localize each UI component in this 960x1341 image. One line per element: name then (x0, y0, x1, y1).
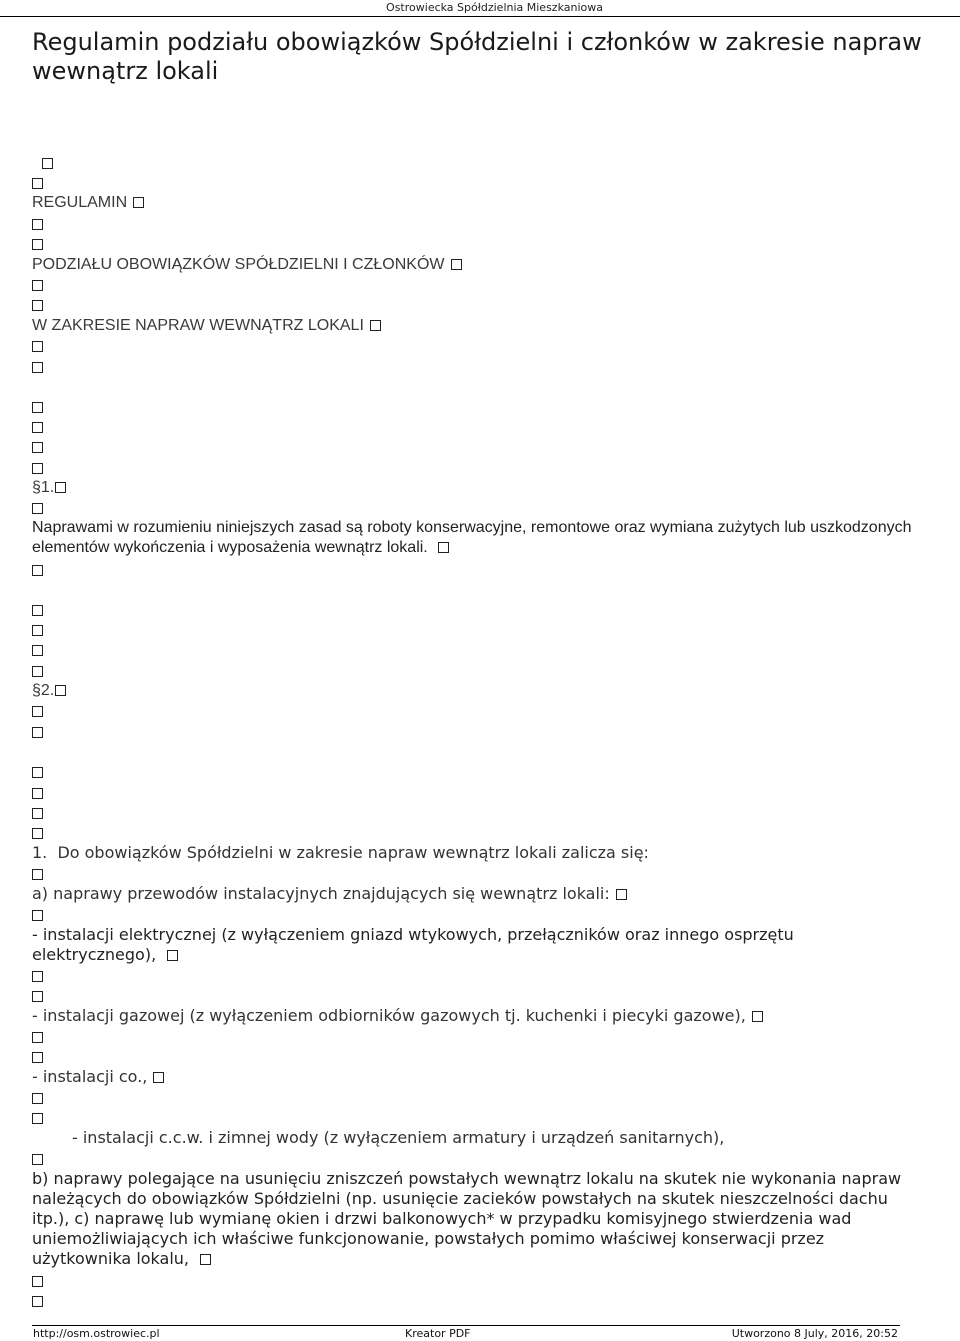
placeholder-box (42, 153, 53, 173)
placeholder-box (32, 783, 43, 803)
placeholder-box (32, 1291, 43, 1311)
placeholder-box (32, 661, 43, 681)
item-a-text: a) naprawy przewodów instalacyjnych znajdujących się wewnątrz lokali: (32, 884, 610, 903)
heading-regulamin-text: REGULAMIN (32, 194, 128, 211)
section-1-label-text: §1. (32, 479, 55, 496)
placeholder-box (32, 1108, 43, 1128)
item-b-text: b) naprawy polegające na usunięciu zniszczeń powstałych wewnątrz lokalu na skutek nie wykonania napraw należących do obowiązków Spółdzielni (np. usunięcie zacieków powstałych na skutek nieszczelności dachu itp.), c) naprawę lub wymianę okien i drzwi balkonowych* w przypadku komisyjnego stwierdzenia wad uniemożliwiających ich właściwe funkcjonowanie, powstałych pomimo właściwej konserwacji przez użytkownika lokalu, (32, 1169, 902, 1268)
placeholder-box (32, 905, 43, 925)
placeholder-box (32, 640, 43, 660)
placeholder-box (32, 1047, 43, 1067)
footer-url: http://osm.ostrowiec.pl (33, 1327, 160, 1340)
item-a (32, 884, 627, 904)
item-gas (32, 1006, 763, 1026)
placeholder-box (32, 458, 43, 478)
heading-zakres (32, 316, 381, 336)
item-gas-text: - instalacji gazowej (z wyłączeniem odbiorników gazowych tj. kuchenki i piecyki gazowe), (32, 1006, 746, 1025)
item-electrical-text: - instalacji elektrycznej (z wyłączeniem gniazd wtykowych, przełączników oraz innego osprzętu elektrycznego), (32, 925, 794, 964)
placeholder-box (32, 620, 43, 640)
placeholder-box (32, 864, 43, 884)
heading-podzialu-text: PODZIAŁU OBOWIĄZKÓW SPÓŁDZIELNI I CZŁONKÓW (32, 256, 445, 273)
placeholder-box (32, 295, 43, 315)
placeholder-box (32, 560, 43, 580)
placeholder-box (32, 701, 43, 721)
placeholder-box (32, 722, 43, 742)
section-1-body: Naprawami w rozumieniu niniejszych zasad są roboty konserwacyjne, remontowe oraz wymiana zużytych lub uszkodzonych elementów wykończenia i wyposażenia wewnątrz lokali. (32, 519, 912, 556)
placeholder-box (32, 986, 43, 1006)
placeholder-box (32, 417, 43, 437)
document-title: Regulamin podziału obowiązków Spółdzielni i członków w zakresie napraw wewnątrz lokali (32, 28, 922, 85)
item-co-text: - instalacji co., (32, 1067, 148, 1086)
placeholder-box (32, 823, 43, 843)
header-org-name: Ostrowiecka Spółdzielnia Mieszkaniowa (386, 1, 603, 14)
page-header (0, 0, 960, 17)
heading-regulamin (32, 193, 144, 213)
footer-generator: Kreator PDF (405, 1327, 471, 1340)
item-co (32, 1067, 164, 1087)
header-rule (0, 16, 960, 17)
placeholder-box (32, 336, 43, 356)
item-1-intro-text: 1. Do obowiązków Spółdzielni w zakresie napraw wewnątrz lokali zalicza się: (32, 843, 649, 862)
item-electrical (32, 925, 912, 965)
placeholder-box (32, 397, 43, 417)
placeholder-box (32, 600, 43, 620)
placeholder-box (32, 214, 43, 234)
section-1-text (32, 518, 912, 558)
heading-podzialu (32, 255, 462, 275)
placeholder-box (32, 1271, 43, 1291)
placeholder-box (32, 762, 43, 782)
footer-rule (32, 1325, 900, 1326)
placeholder-box (32, 1149, 43, 1169)
placeholder-box (32, 1027, 43, 1047)
section-2-label-text: §2. (32, 682, 55, 699)
placeholder-box (32, 357, 43, 377)
section-1-label (32, 478, 66, 498)
item-b (32, 1169, 912, 1269)
placeholder-box (32, 275, 43, 295)
item-ccw (72, 1128, 724, 1148)
page-footer (0, 1325, 960, 1341)
section-2-label (32, 681, 66, 701)
placeholder-box (32, 173, 43, 193)
placeholder-box (32, 1088, 43, 1108)
placeholder-box (32, 234, 43, 254)
placeholder-box (32, 803, 43, 823)
item-1-intro (32, 843, 649, 863)
footer-created: Utworzono 8 July, 2016, 20:52 (731, 1327, 898, 1340)
placeholder-box (32, 966, 43, 986)
placeholder-box (32, 437, 43, 457)
placeholder-box (32, 498, 43, 518)
item-ccw-text: - instalacji c.c.w. i zimnej wody (z wyłączeniem armatury i urządzeń sanitarnych), (72, 1128, 725, 1147)
heading-zakres-text: W ZAKRESIE NAPRAW WEWNĄTRZ LOKALI (32, 317, 364, 334)
